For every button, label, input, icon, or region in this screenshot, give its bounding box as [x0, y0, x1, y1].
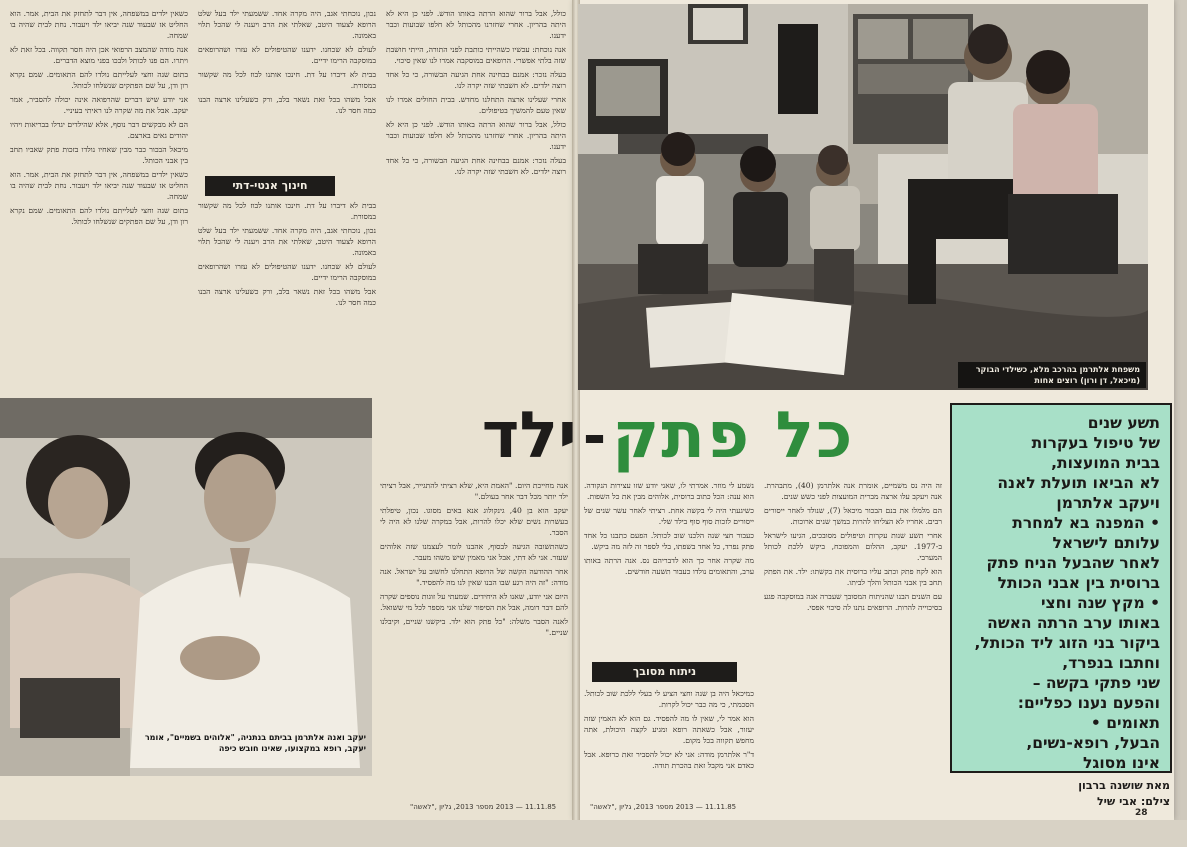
photographer-credit: צילם: אבי שיל [1097, 795, 1170, 808]
paragraph: מיכאל הבכור כבר מבין שאחיו נולדו בזכות פתק שאביו תחב בין אבני הכותל. [10, 145, 188, 165]
summary-line: תשע שנים [1087, 414, 1160, 432]
couple-photo-illustration [0, 398, 372, 776]
article-column-top-left-2b [198, 200, 376, 378]
couple-photo-caption: יעקב ואנה אלתרמן בביתם בנתניה, "אלוהים בשמיים", אומר יעקב, רופא במקצועו, שאינו חובש כיפה [144, 733, 366, 753]
paragraph: זה היה נס משמיים, אומרת אנה אלתרמן (40), מתבהרת. אנה ויעקב עלו ארצה מברית המועצות לפני כשש שנים. [764, 481, 942, 501]
summary-line: ביקור בני הזוג ליד הכותל, [974, 634, 1160, 652]
family-photo-illustration [578, 4, 1148, 390]
paragraph: לאנה הסבר משלה: "כל פתק הוא ילד. ביקשנו שניים, וקיבלנו שניים." [380, 617, 568, 637]
paragraph: אנה מחייכת היום. "האמת היא, שלא רציתי להתגייר, אבל רציתי ילד יותר מכל דבר אחר בעולם." [380, 481, 568, 501]
couple-photo [0, 398, 372, 776]
headline-part-green: כל פתק [612, 399, 855, 473]
left-page-footer: 11.11.85 — 2013 מספר 2013, גליון ,"לאשה" [410, 803, 557, 811]
summary-line: והפעם נענו כפליים: [1017, 694, 1160, 712]
paragraph: בבית לא דיברו על דת. חינכו אותנו לבוז לכל מה שקשור במסורת. [198, 70, 376, 90]
summary-line: לא הביאו תועלת לאנה [997, 474, 1160, 492]
paragraph: ד"ר אלתרמן מודה: אני לא יכול להסביר זאת כרופא. אבל כאדם אני מקבל זאת בהכרת תודה. [584, 750, 754, 770]
paragraph: כעבור חצי שנה הלכנו שוב לכותל. הפעם כתבנו כל אחד פתק נפרד, כל אחד בשפתו, בלי לספר זה לזה מה ביקש. [584, 531, 754, 551]
paragraph: אני יודע שיש דברים שהרפואה אינה יכולה להסביר, אמר יעקב. אבל את מה שקרה לנו ראיתי בעיניי. [10, 95, 188, 115]
paragraph: אבל משהו בכל זאת נשאר בלב, ורק כשעלינו ארצה הבנו כמה חסר לנו. [198, 287, 376, 307]
family-photo [578, 4, 1148, 390]
paragraph: כולל, אבל ברור שהוא הרתה באותו הודש. לפני כן היא לא היתה בהריון. אחרי שחזרנו מהכותל לא חלפו שבועות וכבר ידענו. [386, 9, 566, 40]
family-photo-caption: משפחת אלתרמן בהרכב מלא, כשילדי הבוקר (מיכאל, דן ורון) רוצים אחות [958, 362, 1146, 388]
summary-line: בבית המועצות, [1051, 454, 1160, 472]
summary-line: • המפנה בא למחרת [1012, 514, 1160, 532]
right-page-footer: 11.11.85 — 2013 מספר 2013, גליון ,"לאשה" [590, 803, 737, 811]
summary-line: של טיפול בעקרות [1031, 434, 1160, 452]
author-credit: מאת שושנה ברבון [1078, 779, 1170, 792]
paragraph: נכון, נוכחתי אגב, היה מקרה אחד. ששמעתי ילד בעל שלט הרופא לצעוד היטב, שאלתי את הרב ויענה לי שהכל תלוי באמונה. [198, 9, 376, 40]
paragraph: כשהתשובה הגיעה לבסוף, אהבנו לומר לעצמנו שזה אלוהים שעזר. אני לא דתי, אבל אני מאמין שיש משהו מעבר. [380, 542, 568, 562]
headline-part-black: ילד [481, 399, 577, 473]
paragraph: בתום שנה וחצי לעלייתם נולדו להם התאומים. שמם נקרא רון ודן, על שם הפתקים שנשלחו לכותל. [10, 206, 188, 226]
paragraph: הוא אמר לי, שאין לו מה להפסיד. גם הוא לא האמין שזה יעזור, אבל כשאתה רופא ומגיע לקצה היכולת, אתה מחפש תקווה בכל מקום. [584, 714, 754, 745]
article-column-lower-right-2b [584, 688, 754, 800]
paragraph: כשאין ילדים במשפחה, אין דבר לתחזק את הבית, אמר. הוא החליט אז שבעוד שנה יביאו ילד ויעבור. נחת לבית שהיה בו שמחה. [10, 170, 188, 201]
article-column-top-left-2 [198, 8, 376, 173]
subhead-anti-religious-education: חינוך אנטי-דתי [205, 176, 335, 196]
summary-box [950, 403, 1172, 773]
paragraph: כמיכאל היה בן שנה וחצי הציע לי בעלי ללכת שוב לכותל. הסכמתי, כי מה כבר יכול לקרות. [584, 689, 754, 709]
article-column-top-left-3 [386, 8, 566, 378]
paragraph: הם לא מבקשים דבר נוסף, אלא שהילדים יגדלו בבריאות ויהיו יהודים גאים בארצם. [10, 120, 188, 140]
paragraph: אחרי תשע שנות עקרות וטיפולים מסובכים, הגיעו לישראל ב-1977. יעקב, ההלום והמפוכח, ביקש ללכת לכותל המערבי. [764, 531, 942, 562]
headline-dash: - [582, 403, 607, 469]
summary-line: אינו מסוגל [1083, 754, 1160, 772]
paragraph: כשאין ילדים במשפחה, אין דבר לתחזק את הבית, אמר. הוא החליט אז שבעוד שנה יביאו ילד ויעבור. נחת לבית שהיה בו שמחה. [10, 9, 188, 40]
paragraph: לעולם לא שכחנו. ידענו שהטיפולים לא עזרו ושהרופאים במוסקבה הרימו ידיים. [198, 45, 376, 65]
subhead-complicated-surgery: ניתוח מסובך [592, 662, 737, 682]
paragraph: כולל, אבל ברור שהוא הרתה באותו הודש. לפני כן היא לא היתה בהריון. אחרי שחזרנו מהכותל לא חלפו שבועות וכבר ידענו. [386, 120, 566, 151]
summary-line: עלותם לישראל [1052, 534, 1160, 552]
paragraph: בעלה נזכר: אמנם בבחינה אחת הגיעה הבשורה, כי כל אחד רוצה ילדים. לא חשבתי שזה יקרה לנו. [386, 156, 566, 176]
paragraph: אנה מודה שהמצב הרפואי אכן היה חסר תקווה. בכל זאת לא ויתרו. הם פנו לכותל ולבכו בפני מוצא הדברים. [10, 45, 188, 65]
paragraph: הם מלמלו את בנם הבכור מיכאל (7), שנולד לאחר ייסורים רבים. אחריו לא הצליחו להרות במשך שנים ארוכות. [764, 506, 942, 526]
paragraph: אחר ההודעה הקשה של הרופא התחלנו לחשוב על ישראל. אנה מודה: "זה היה רגע שבו הבנו שאין לנו מה להפסיד." [380, 567, 568, 587]
summary-line: ברוסית בין אבני הכותל [997, 574, 1160, 592]
summary-line: שני פתקי בקשה – [1032, 674, 1160, 692]
paragraph: עם השנים הבנו שהניתוח המסובך שעברה אנה במוסקבה פגע בסיכוייה להרות. הרופאים נתנו לה סיכוי אפסי. [764, 592, 942, 612]
summary-line: הבעל, רופא-נשים, [1026, 734, 1160, 752]
paragraph: בתום שנה וחצי לעלייתם נולדו להם התאומים. שמם נקרא רון ודן, על שם הפתקים שנשלחו לכותל. [10, 70, 188, 90]
paragraph: לעולם לא שכחנו. ידענו שהטיפולים לא עזרו ושהרופאים במוסקבה הרימו ידיים. [198, 262, 376, 282]
paragraph: אבל משהו בכל זאת נשאר בלב, ורק כשעלינו ארצה הבנו כמה חסר לנו. [198, 95, 376, 115]
summary-line: • מקץ שנה וחצי [1040, 594, 1160, 612]
summary-line: תאומים • [1090, 714, 1160, 732]
paragraph: אנה נוכחת: עכשיו כשהייתי כותבת לפני התורה, הייתי חושבת שזה בלתי אפשרי. הרופאים במוסקבה אמרו לנו שאין סיכוי. [386, 45, 566, 65]
paragraph: נכון, נוכחתי אגב, היה מקרה אחד. ששמעתי ילד בעל שלט הרופא לצעוד היטב, שאלתי את הרב ויענה לי שהכל תלוי באמונה. [198, 226, 376, 257]
paragraph: כשיגעתי היה לי בקשה אחת. רציתי לאחר עשר שנים של ייסורים לזכות סוף סוף בילד שלי. [584, 506, 754, 526]
article-column-lower-left-1 [380, 480, 568, 800]
paragraph: היום אני יודע, שאנו לא היחידים. שמעתי על זוגות נוספים שקרה להם דבר דומה, אבל את הסיפור שלנו אני מספר לכל מי ששואל. [380, 592, 568, 612]
paragraph: מה שקרה אחר כך הוא לדבריהם נס. אנה הרתה באותו ערב, והתאומים נולדו כעבור תשעה חודשים. [584, 556, 754, 576]
paragraph: בעלה נזכר: אמנם בבחינה אחת הגיעה הבשורה, כי כל אחד רוצה ילדים. לא חשבתי שזה יקרה לנו. [386, 70, 566, 90]
table-surface [0, 820, 1187, 847]
article-column-lower-right-2 [584, 480, 754, 655]
headline [398, 396, 938, 476]
summary-line: ויעקב אלתרמן [1056, 494, 1160, 512]
paragraph: בבית לא דיברו על דת. חינכו אותנו לבוז לכל מה שקשור במסורת. [198, 201, 376, 221]
credits [960, 778, 1170, 810]
article-column-lower-right-1 [764, 480, 942, 800]
paragraph: נשמע לי מוזר. אמרתי לו, שאני יודע שזו עצירות הנקודה. הוא ענה: הכל כתוב ברוסית, אלוהים מבין את כל השפות. [584, 481, 754, 501]
summary-line: לאחר שהבעל הניח פתק [986, 554, 1160, 572]
paragraph: יעקב הוא בן 40, גינקולוג אנא באים מסוגו. נכון, טיפלתי בעשרות נשים שלא יכלו להרות, אבל במקרה שלנו לא היה לי הסבר. [380, 506, 568, 537]
page-number: 28 [1135, 808, 1148, 818]
article-column-top-left-1 [10, 8, 188, 378]
summary-line: וחתבו בנפרד, [1062, 654, 1160, 672]
paragraph: אחרי שעלינו ארצה התחלנו מחדש. בבית החולים אמרו לנו שאין טעם להמשיך בטיפולים. [386, 95, 566, 115]
paragraph: הוא לקח פתק וכתב עליו ברוסית את בקשתו: ילד. את הפתק תחב בין אבני הכותל והלך לביתו. [764, 567, 942, 587]
summary-line: באותו ערב הרתה האשה [987, 614, 1160, 632]
